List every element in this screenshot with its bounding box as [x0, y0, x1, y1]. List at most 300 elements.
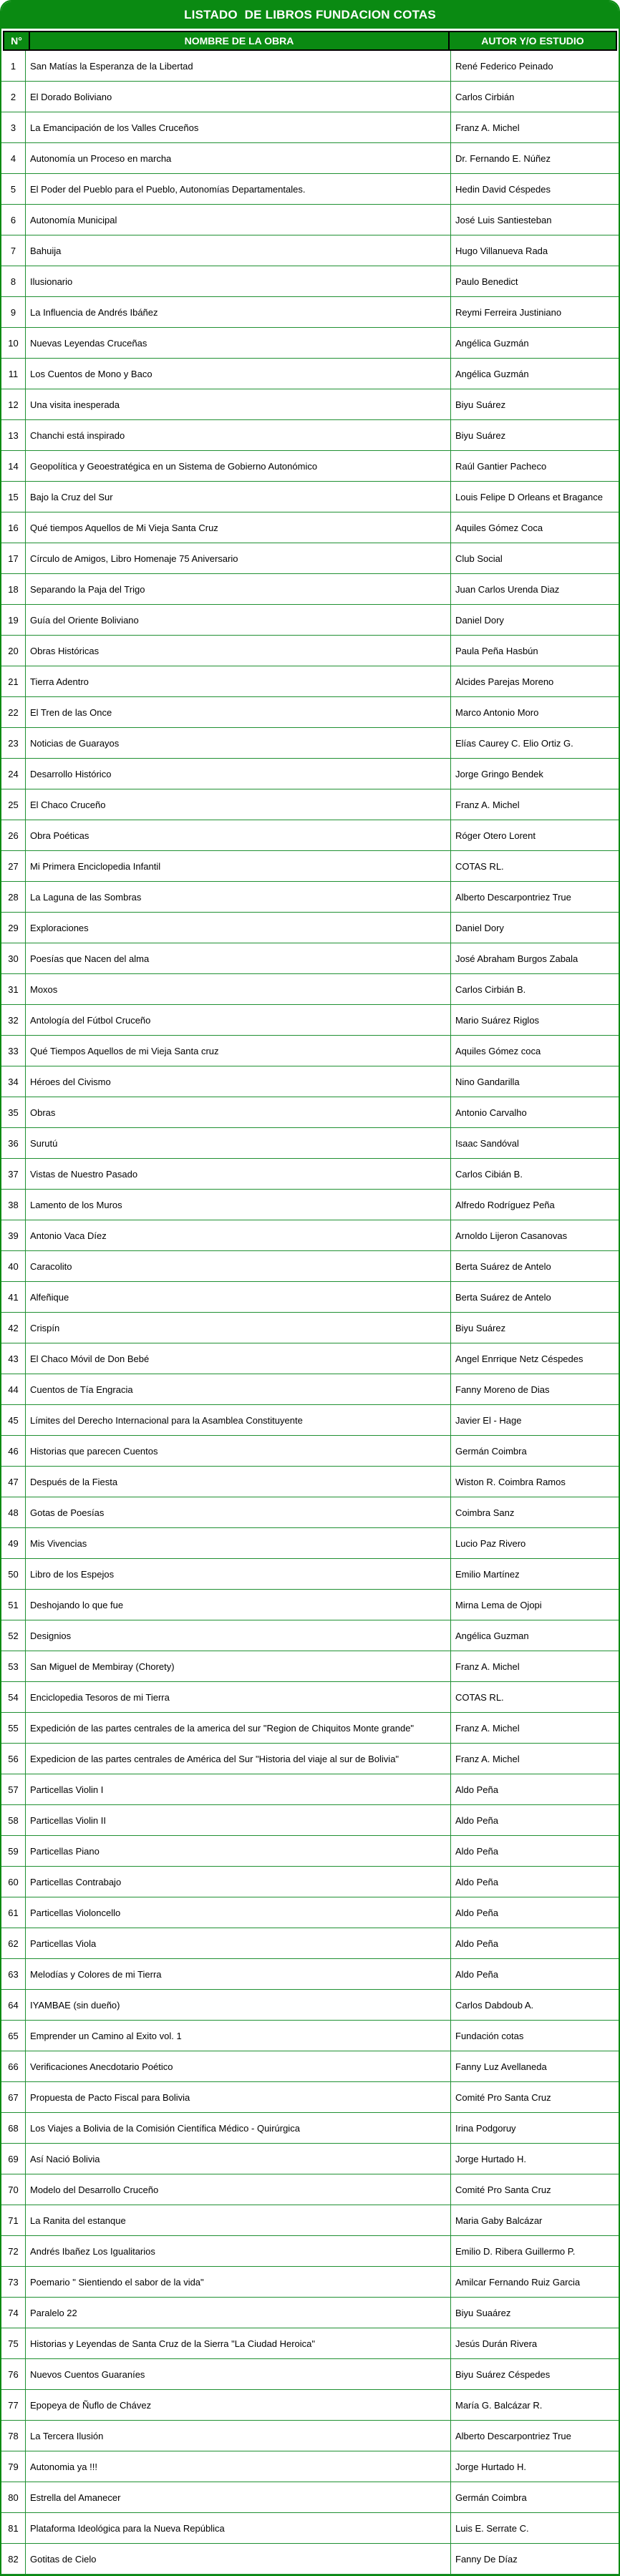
obra-title-cell: Obras [26, 1097, 451, 1127]
column-header-number: N° [11, 35, 22, 47]
autor-cell: Hugo Villanueva Rada [455, 245, 548, 256]
row-number-cell: 15 [1, 482, 26, 512]
obra-title-cell: Ilusionario [26, 266, 451, 296]
obra-title-cell: Poesías que Nacen del alma [26, 943, 451, 973]
obra-title-cell: La Laguna de las Sombras [26, 882, 451, 912]
obra-title-cell: Propuesta de Pacto Fiscal para Bolivia [26, 2082, 451, 2112]
autor-cell: Aquiles Gómez coca [455, 1045, 541, 1056]
autor-cell: Raúl Gantier Pacheco [455, 460, 547, 472]
obra-title-cell: Estrella del Amanecer [26, 2482, 451, 2512]
table-row [1, 1220, 619, 1251]
table-row [1, 574, 619, 605]
table-row [1, 1405, 619, 1436]
table-row [1, 1497, 619, 1528]
obra-title-cell: Modelo del Desarrollo Cruceño [26, 2174, 451, 2205]
obra-title-cell: Expedicion de las partes centrales de América del Sur "Historia del viaje al sur de Bolivia" [26, 1744, 451, 1774]
autor-cell: Franz A. Michel [455, 1753, 520, 1764]
row-number-cell: 16 [1, 512, 26, 543]
autor-cell: Jorge Gringo Bendek [455, 768, 543, 779]
obra-title-cell: El Tren de las Once [26, 697, 451, 727]
row-number-cell: 65 [1, 2021, 26, 2051]
autor-cell: Róger Otero Lorent [455, 830, 536, 841]
row-number-cell: 30 [1, 943, 26, 973]
table-row [1, 2513, 619, 2544]
row-number-cell: 27 [1, 851, 26, 881]
obra-title-cell: Desarrollo Histórico [26, 759, 451, 789]
row-number-cell: 32 [1, 1005, 26, 1035]
row-number-cell: 58 [1, 1805, 26, 1835]
obra-title-cell: Nuevos Cuentos Guaraníes [26, 2359, 451, 2389]
autor-cell: Isaac Sandóval [455, 1137, 519, 1149]
autor-cell: Angélica Guzmán [455, 368, 529, 379]
obra-title-cell: Caracolito [26, 1251, 451, 1281]
table-row [1, 1467, 619, 1497]
table-row [1, 2174, 619, 2205]
table-header-row [3, 31, 617, 51]
row-number-cell: 45 [1, 1405, 26, 1435]
autor-cell: Jesús Durán Rivera [455, 2338, 538, 2349]
obra-title-cell: Historias y Leyendas de Santa Cruz de la Sierra "La Ciudad Heroica" [26, 2328, 451, 2358]
row-number-cell: 51 [1, 1590, 26, 1620]
row-number-cell: 50 [1, 1559, 26, 1589]
autor-cell: Germán Coimbra [455, 1445, 527, 1457]
autor-cell: COTAS RL. [455, 860, 504, 872]
obra-title-cell: Antonio Vaca Díez [26, 1220, 451, 1250]
table-row [1, 297, 619, 328]
autor-cell: Emilio D. Ribera Guillermo P. [455, 2245, 576, 2257]
obra-title-cell: Lamento de los Muros [26, 1190, 451, 1220]
obra-title-cell: Separando la Paja del Trigo [26, 574, 451, 604]
autor-cell: Fanny De Díaz [455, 2553, 518, 2565]
autor-cell: Maria Gaby Balcázar [455, 2215, 543, 2226]
obra-title-cell: Alfeñique [26, 1282, 451, 1312]
row-number-cell: 73 [1, 2267, 26, 2297]
table-row [1, 697, 619, 728]
row-number-cell: 68 [1, 2113, 26, 2143]
obra-title-cell: Chanchi está inspirado [26, 420, 451, 450]
autor-cell: Aldo Peña [455, 1876, 498, 1887]
row-number-cell: 43 [1, 1343, 26, 1374]
table-row [1, 2421, 619, 2451]
row-number-cell: 59 [1, 1836, 26, 1866]
obra-title-cell: Qué tiempos Aquellos de Mi Vieja Santa Cruz [26, 512, 451, 543]
row-number-cell: 31 [1, 974, 26, 1004]
autor-cell: Irina Podgoruy [455, 2122, 516, 2134]
row-number-cell: 64 [1, 1990, 26, 2020]
autor-cell: Biyu Suárez [455, 1322, 506, 1333]
autor-cell: Mirna Lema de Ojopi [455, 1599, 542, 1610]
obra-title-cell: Así Nació Bolivia [26, 2144, 451, 2174]
row-number-cell: 46 [1, 1436, 26, 1466]
table-row [1, 2544, 619, 2575]
obra-title-cell: Exploraciones [26, 913, 451, 943]
table-row [1, 1559, 619, 1590]
autor-cell: Lucio Paz Rivero [455, 1537, 526, 1549]
row-number-cell: 82 [1, 2544, 26, 2574]
autor-cell: Fundación cotas [455, 2030, 524, 2041]
obra-title-cell: Emprender un Camino al Exito vol. 1 [26, 2021, 451, 2051]
row-number-cell: 60 [1, 1867, 26, 1897]
row-number-cell: 29 [1, 913, 26, 943]
autor-cell: Juan Carlos Urenda Diaz [455, 583, 560, 595]
obra-title-cell: Deshojando lo que fue [26, 1590, 451, 1620]
autor-cell: María G. Balcázar R. [455, 2399, 543, 2411]
obra-title-cell: Gotitas de Cielo [26, 2544, 451, 2574]
table-row [1, 1097, 619, 1128]
obra-title-cell: Tierra Adentro [26, 666, 451, 696]
table-row [1, 1620, 619, 1651]
table-row [1, 1251, 619, 1282]
row-number-cell: 78 [1, 2421, 26, 2451]
table-row [1, 789, 619, 820]
table-row [1, 605, 619, 636]
obra-title-cell: El Dorado Boliviano [26, 82, 451, 112]
obra-title-cell: Poemario " Sientiendo el sabor de la vida" [26, 2267, 451, 2297]
obra-title-cell: Expedición de las partes centrales de la america del sur "Region de Chiquitos Monte grande" [26, 1713, 451, 1743]
autor-cell: Aldo Peña [455, 1907, 498, 1918]
autor-cell: Alcides Parejas Moreno [455, 676, 554, 687]
table-row [1, 1744, 619, 1774]
autor-cell: José Luis Santiesteban [455, 214, 552, 225]
table-row [1, 2021, 619, 2051]
obra-title-cell: Particellas Viola [26, 1928, 451, 1958]
autor-cell: Alberto Descarpontriez True [455, 891, 571, 903]
autor-cell: Alberto Descarpontriez True [455, 2430, 571, 2441]
obra-title-cell: El Chaco Móvil de Don Bebé [26, 1343, 451, 1374]
row-number-cell: 17 [1, 543, 26, 573]
table-row [1, 2082, 619, 2113]
autor-cell: Fanny Luz Avellaneda [455, 2061, 547, 2072]
table-row [1, 143, 619, 174]
obra-title-cell: Particellas Piano [26, 1836, 451, 1866]
autor-cell: Elías Caurey C. Elio Ortiz G. [455, 737, 573, 749]
obra-title-cell: Gotas de Poesías [26, 1497, 451, 1527]
table-row [1, 2144, 619, 2174]
obra-title-cell: Los Viajes a Bolivia de la Comisión Científica Médico - Quirúrgica [26, 2113, 451, 2143]
obra-title-cell: Autonomia ya !!! [26, 2451, 451, 2482]
obra-title-cell: Particellas Violoncello [26, 1897, 451, 1928]
obra-title-cell: La Ranita del estanque [26, 2205, 451, 2235]
obra-title-cell: Obra Poéticas [26, 820, 451, 850]
autor-cell: Carlos Cirbián B. [455, 983, 526, 995]
row-number-cell: 71 [1, 2205, 26, 2235]
autor-cell: Franz A. Michel [455, 1722, 520, 1734]
autor-cell: Fanny Moreno de Dias [455, 1384, 550, 1395]
obra-title-cell: Autonomía Municipal [26, 205, 451, 235]
autor-cell: Paulo Benedict [455, 276, 518, 287]
row-number-cell: 34 [1, 1066, 26, 1097]
autor-cell: Comité Pro Santa Cruz [455, 2184, 551, 2195]
row-number-cell: 40 [1, 1251, 26, 1281]
autor-cell: Franz A. Michel [455, 1661, 520, 1672]
obra-title-cell: Particellas Contrabajo [26, 1867, 451, 1897]
obra-title-cell: Historias que parecen Cuentos [26, 1436, 451, 1466]
obra-title-cell: Antología del Fútbol Cruceño [26, 1005, 451, 1035]
table-row [1, 882, 619, 913]
row-number-cell: 3 [1, 112, 26, 142]
table-row [1, 1590, 619, 1620]
autor-cell: René Federico Peinado [455, 60, 553, 72]
autor-cell: Louis Felipe D Orleans et Bragance [455, 491, 603, 502]
obra-title-cell: Obras Históricas [26, 636, 451, 666]
row-number-cell: 49 [1, 1528, 26, 1558]
row-number-cell: 9 [1, 297, 26, 327]
obra-title-cell: Crispín [26, 1313, 451, 1343]
obra-title-cell: IYAMBAE (sin dueño) [26, 1990, 451, 2020]
row-number-cell: 77 [1, 2390, 26, 2420]
autor-cell: José Abraham Burgos Zabala [455, 953, 578, 964]
table-row [1, 2482, 619, 2513]
table-row [1, 1651, 619, 1682]
obra-title-cell: Bajo la Cruz del Sur [26, 482, 451, 512]
table-row [1, 1713, 619, 1744]
autor-cell: Angélica Guzman [455, 1630, 529, 1641]
table-row [1, 1282, 619, 1313]
autor-cell: Aldo Peña [455, 1938, 498, 1949]
table-row [1, 482, 619, 512]
table-row [1, 759, 619, 789]
table-row [1, 359, 619, 389]
column-header-obra: NOMBRE DE LA OBRA [29, 32, 448, 49]
table-row [1, 82, 619, 112]
table-row [1, 851, 619, 882]
autor-cell: Luis E. Serrate C. [455, 2522, 529, 2534]
autor-cell: Mario Suárez Riglos [455, 1014, 540, 1026]
table-row [1, 2267, 619, 2298]
row-number-cell: 22 [1, 697, 26, 727]
row-number-cell: 14 [1, 451, 26, 481]
obra-title-cell: Bahuija [26, 235, 451, 266]
row-number-cell: 69 [1, 2144, 26, 2174]
row-number-cell: 72 [1, 2236, 26, 2266]
table-row [1, 1128, 619, 1159]
table-row [1, 1159, 619, 1190]
table-row [1, 1528, 619, 1559]
table-row [1, 820, 619, 851]
row-number-cell: 13 [1, 420, 26, 450]
obra-title-cell: Círculo de Amigos, Libro Homenaje 75 Aniversario [26, 543, 451, 573]
table-row [1, 174, 619, 205]
page-title: LISTADO DE LIBROS FUNDACION COTAS [1, 1, 619, 29]
table-row [1, 2359, 619, 2390]
table-row [1, 943, 619, 974]
table-row [1, 2051, 619, 2082]
obra-title-cell: Mi Primera Enciclopedia Infantil [26, 851, 451, 881]
row-number-cell: 38 [1, 1190, 26, 1220]
autor-cell: Jorge Hurtado H. [455, 2153, 526, 2164]
obra-title-cell: Héroes del Civismo [26, 1066, 451, 1097]
autor-cell: Carlos Cibián B. [455, 1168, 523, 1180]
autor-cell: Arnoldo Lijeron Casanovas [455, 1230, 568, 1241]
table-row [1, 1036, 619, 1066]
autor-cell: Biyu Suaárez [455, 2307, 511, 2318]
autor-cell: Daniel Dory [455, 614, 504, 626]
row-number-cell: 26 [1, 820, 26, 850]
table-row [1, 1190, 619, 1220]
autor-cell: Hedin David Céspedes [455, 183, 551, 195]
table-row [1, 636, 619, 666]
obra-title-cell: Particellas Violin I [26, 1774, 451, 1804]
autor-cell: Marco Antonio Moro [455, 706, 539, 718]
book-table-body [1, 51, 619, 2575]
autor-cell: Nino Gandarilla [455, 1076, 520, 1087]
table-row [1, 112, 619, 143]
autor-cell: Emilio Martínez [455, 1568, 520, 1580]
autor-cell: Angel Enrrique Netz Céspedes [455, 1353, 583, 1364]
autor-cell: Wiston R. Coimbra Ramos [455, 1476, 566, 1487]
autor-cell: Dr. Fernando E. Núñez [455, 152, 551, 164]
autor-cell: Aldo Peña [455, 1784, 498, 1795]
obra-title-cell: Una visita inesperada [26, 389, 451, 419]
table-row [1, 2390, 619, 2421]
autor-cell: Aldo Peña [455, 1968, 498, 1980]
obra-title-cell: Moxos [26, 974, 451, 1004]
autor-cell: Berta Suárez de Antelo [455, 1291, 551, 1303]
obra-title-cell: La Influencia de Andrés Ibáñez [26, 297, 451, 327]
row-number-cell: 2 [1, 82, 26, 112]
autor-cell: Franz A. Michel [455, 799, 520, 810]
table-row [1, 205, 619, 235]
table-row [1, 451, 619, 482]
row-number-cell: 18 [1, 574, 26, 604]
row-number-cell: 80 [1, 2482, 26, 2512]
table-row [1, 512, 619, 543]
table-row [1, 1867, 619, 1897]
row-number-cell: 39 [1, 1220, 26, 1250]
row-number-cell: 55 [1, 1713, 26, 1743]
autor-cell: Carlos Cirbián [455, 91, 515, 102]
row-number-cell: 5 [1, 174, 26, 204]
row-number-cell: 24 [1, 759, 26, 789]
table-row [1, 728, 619, 759]
autor-cell: Aquiles Gómez Coca [455, 522, 543, 533]
obra-title-cell: Vistas de Nuestro Pasado [26, 1159, 451, 1189]
table-row [1, 1005, 619, 1036]
row-number-cell: 19 [1, 605, 26, 635]
table-row [1, 1928, 619, 1959]
row-number-cell: 6 [1, 205, 26, 235]
autor-cell: Comité Pro Santa Cruz [455, 2091, 551, 2103]
autor-cell: Coimbra Sanz [455, 1507, 515, 1518]
autor-cell: Amilcar Fernando Ruiz Garcia [455, 2276, 581, 2288]
obra-title-cell: Plataforma Ideológica para la Nueva República [26, 2513, 451, 2543]
table-row [1, 1959, 619, 1990]
table-row [1, 2113, 619, 2144]
autor-cell: Club Social [455, 553, 503, 564]
obra-title-cell: Melodías y Colores de mi Tierra [26, 1959, 451, 1989]
obra-title-cell: Enciclopedia Tesoros de mi Tierra [26, 1682, 451, 1712]
row-number-cell: 44 [1, 1374, 26, 1404]
table-row [1, 1836, 619, 1867]
obra-title-cell: Guía del Oriente Boliviano [26, 605, 451, 635]
autor-cell: Biyu Suárez [455, 429, 506, 441]
autor-cell: Alfredo Rodríguez Peña [455, 1199, 555, 1210]
row-number-cell: 21 [1, 666, 26, 696]
row-number-cell: 79 [1, 2451, 26, 2482]
obra-title-cell: Epopeya de Ñuflo de Chávez [26, 2390, 451, 2420]
autor-cell: Javier El - Hage [455, 1414, 522, 1426]
table-row [1, 1436, 619, 1467]
obra-title-cell: San Matías la Esperanza de la Libertad [26, 51, 451, 81]
row-number-cell: 36 [1, 1128, 26, 1158]
table-row [1, 1774, 619, 1805]
table-row [1, 1990, 619, 2021]
row-number-cell: 8 [1, 266, 26, 296]
row-number-cell: 12 [1, 389, 26, 419]
table-row [1, 2236, 619, 2267]
obra-title-cell: Autonomía un Proceso en marcha [26, 143, 451, 173]
obra-title-cell: Verificaciones Anecdotario Poético [26, 2051, 451, 2081]
table-row [1, 51, 619, 82]
obra-title-cell: Geopolítica y Geoestratégica en un Sistema de Gobierno Autonómico [26, 451, 451, 481]
row-number-cell: 25 [1, 789, 26, 820]
row-number-cell: 81 [1, 2513, 26, 2543]
table-row [1, 1066, 619, 1097]
table-row [1, 420, 619, 451]
row-number-cell: 33 [1, 1036, 26, 1066]
table-row [1, 2328, 619, 2359]
autor-cell: COTAS RL. [455, 1691, 504, 1703]
autor-cell: Reymi Ferreira Justiniano [455, 306, 562, 318]
autor-cell: Biyu Suárez Céspedes [455, 2368, 551, 2380]
row-number-cell: 37 [1, 1159, 26, 1189]
table-row [1, 1682, 619, 1713]
table-row [1, 235, 619, 266]
obra-title-cell: Libro de los Espejos [26, 1559, 451, 1589]
obra-title-cell: Andrés Ibañez Los Igualitarios [26, 2236, 451, 2266]
obra-title-cell: Nuevas Leyendas Cruceñas [26, 328, 451, 358]
row-number-cell: 10 [1, 328, 26, 358]
table-row [1, 666, 619, 697]
row-number-cell: 66 [1, 2051, 26, 2081]
autor-cell: Paula Peña Hasbún [455, 645, 538, 656]
obra-title-cell: Los Cuentos de Mono y Baco [26, 359, 451, 389]
autor-cell: Aldo Peña [455, 1845, 498, 1857]
row-number-cell: 28 [1, 882, 26, 912]
table-row [1, 913, 619, 943]
autor-cell: Jorge Hurtado H. [455, 2461, 526, 2472]
row-number-cell: 74 [1, 2298, 26, 2328]
row-number-cell: 7 [1, 235, 26, 266]
obra-title-cell: La Tercera Ilusión [26, 2421, 451, 2451]
autor-cell: Germán Coimbra [455, 2492, 527, 2503]
obra-title-cell: Cuentos de Tía Engracia [26, 1374, 451, 1404]
table-row [1, 328, 619, 359]
table-row [1, 2298, 619, 2328]
autor-cell: Angélica Guzmán [455, 337, 529, 349]
obra-title-cell: Mis Vivencias [26, 1528, 451, 1558]
row-number-cell: 61 [1, 1897, 26, 1928]
table-row [1, 1805, 619, 1836]
obra-title-cell: San Miguel de Membiray (Chorety) [26, 1651, 451, 1681]
row-number-cell: 4 [1, 143, 26, 173]
row-number-cell: 52 [1, 1620, 26, 1651]
row-number-cell: 42 [1, 1313, 26, 1343]
column-header-autor: AUTOR Y/O ESTUDIO [448, 32, 616, 49]
obra-title-cell: La Emancipación de los Valles Cruceños [26, 112, 451, 142]
autor-cell: Antonio Carvalho [455, 1107, 527, 1118]
row-number-cell: 75 [1, 2328, 26, 2358]
row-number-cell: 67 [1, 2082, 26, 2112]
row-number-cell: 35 [1, 1097, 26, 1127]
obra-title-cell: Paralelo 22 [26, 2298, 451, 2328]
row-number-cell: 11 [1, 359, 26, 389]
row-number-cell: 62 [1, 1928, 26, 1958]
obra-title-cell: Qué Tiempos Aquellos de mi Vieja Santa cruz [26, 1036, 451, 1066]
obra-title-cell: Límites del Derecho Internacional para la Asamblea Constituyente [26, 1405, 451, 1435]
table-row [1, 974, 619, 1005]
row-number-cell: 56 [1, 1744, 26, 1774]
